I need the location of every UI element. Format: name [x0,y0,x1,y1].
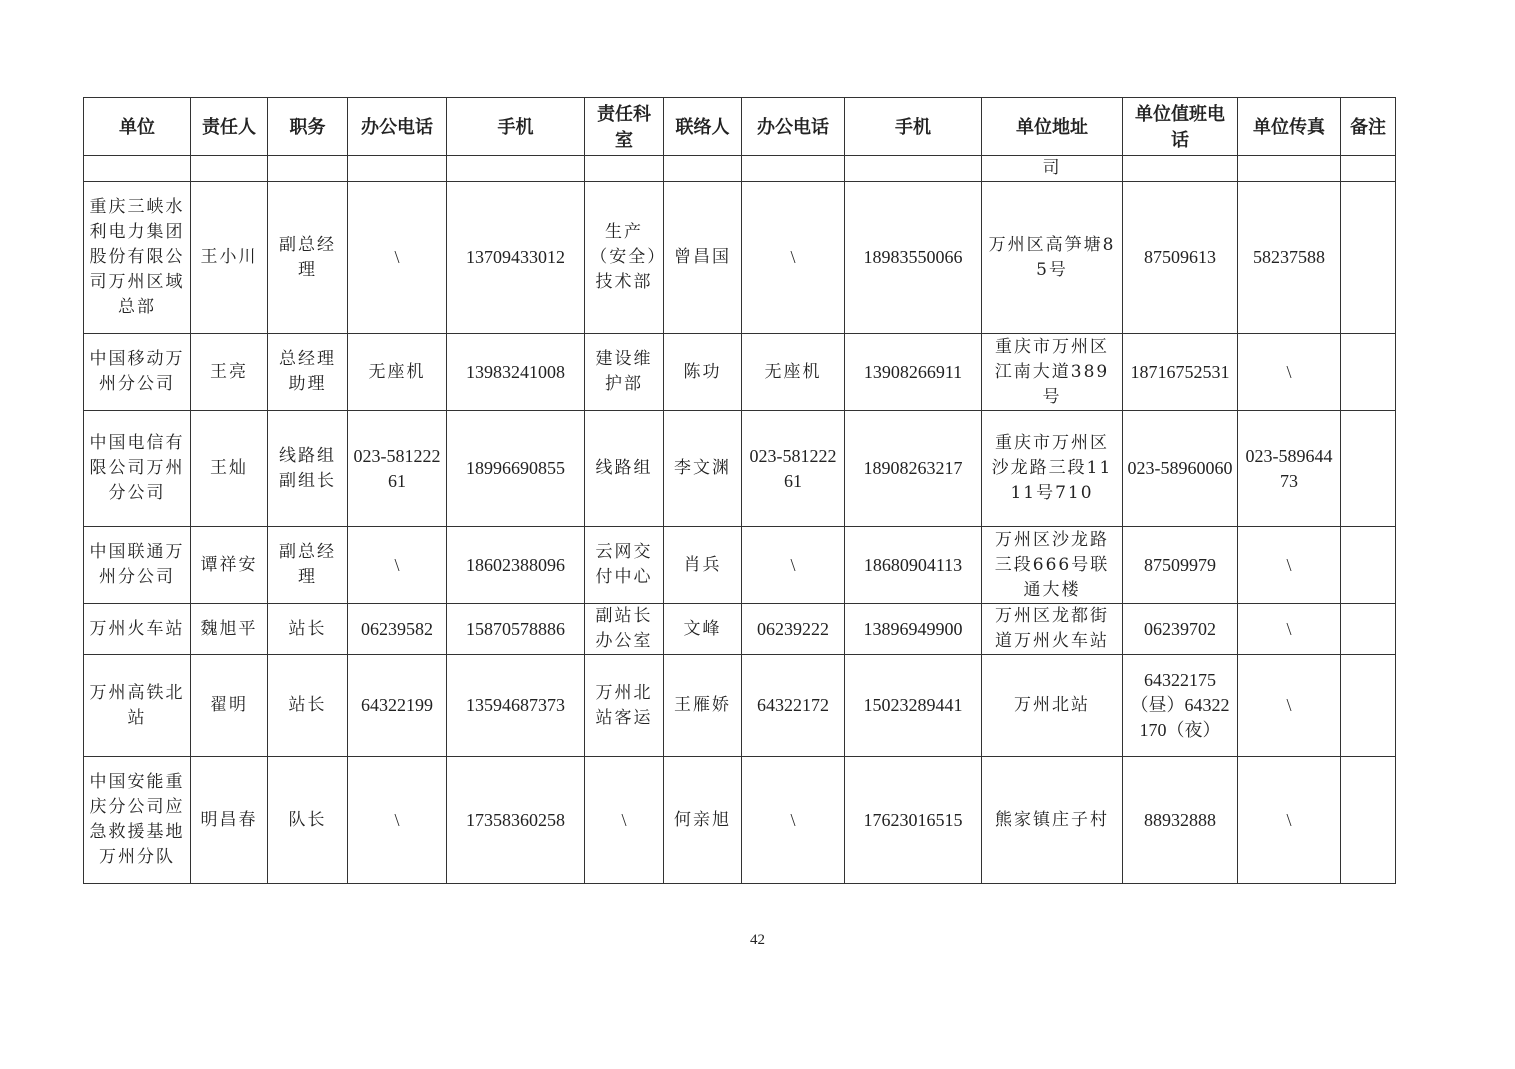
table-cell: 陈功 [664,334,742,411]
table-cell: 谭祥安 [191,527,268,604]
table-cell: 万州北站客运 [585,655,664,757]
table-cell [664,156,742,182]
table-cell: \ [742,182,845,334]
table-cell: 重庆市万州区沙龙路三段1111号710 [982,411,1123,527]
table-cell: 中国电信有限公司万州分公司 [84,411,191,527]
header-cell: 单位地址 [982,98,1123,156]
table-cell: 中国联通万州分公司 [84,527,191,604]
table-cell: 无座机 [742,334,845,411]
table-cell: 13594687373 [447,655,585,757]
table-row [84,411,1396,527]
table-cell: 18908263217 [845,411,982,527]
table-cell: 重庆三峡水利电力集团股份有限公司万州区域总部 [84,182,191,334]
table-cell: 王亮 [191,334,268,411]
table-cell [1341,757,1396,884]
table-cell: 13709433012 [447,182,585,334]
table-cell: \ [742,757,845,884]
header-row [84,98,1396,156]
table-cell: 王雁娇 [664,655,742,757]
table-cell: 023-58964473 [1238,411,1341,527]
table-cell: \ [1238,757,1341,884]
table-cell [1341,604,1396,655]
table-cell: \ [348,182,447,334]
table-cell: 线路组副组长 [268,411,348,527]
header-cell: 单位值班电话 [1123,98,1238,156]
table-cell [1238,156,1341,182]
table-cell: 023-58960060 [1123,411,1238,527]
table-cell [1341,527,1396,604]
table-cell [348,156,447,182]
table-cell: 司 [982,156,1123,182]
table-cell: 87509613 [1123,182,1238,334]
table-row [84,655,1396,757]
table-cell: 18983550066 [845,182,982,334]
table-cell: \ [1238,655,1341,757]
table-cell [1123,156,1238,182]
table-cell: 重庆市万州区江南大道389号 [982,334,1123,411]
table-cell: 13896949900 [845,604,982,655]
table-cell: 58237588 [1238,182,1341,334]
table-cell: \ [742,527,845,604]
table-cell: 18680904113 [845,527,982,604]
header-cell: 手机 [845,98,982,156]
table-row [84,604,1396,655]
header-cell: 单位 [84,98,191,156]
table-cell: 中国安能重庆分公司应急救援基地万州分队 [84,757,191,884]
table-cell: 建设维护部 [585,334,664,411]
table-cell: 总经理助理 [268,334,348,411]
table-cell: 023-58122261 [742,411,845,527]
table-cell: 64322172 [742,655,845,757]
table-row [84,334,1396,411]
table-cell [1341,655,1396,757]
contact-table [83,97,1396,884]
table-cell: 06239702 [1123,604,1238,655]
table-cell: 副总经理 [268,182,348,334]
table-cell: 副站长办公室 [585,604,664,655]
header-cell: 职务 [268,98,348,156]
table-cell: 曾昌国 [664,182,742,334]
table-cell [447,156,585,182]
header-cell: 办公电话 [742,98,845,156]
table-cell: 88932888 [1123,757,1238,884]
table-cell: 18716752531 [1123,334,1238,411]
table-cell: 18996690855 [447,411,585,527]
table-cell: 翟明 [191,655,268,757]
table-cell: 熊家镇庄子村 [982,757,1123,884]
table-cell: 王灿 [191,411,268,527]
table-cell: 15023289441 [845,655,982,757]
header-cell: 备注 [1341,98,1396,156]
table-row [84,527,1396,604]
table-cell: 中国移动万州分公司 [84,334,191,411]
header-cell: 办公电话 [348,98,447,156]
header-cell: 单位传真 [1238,98,1341,156]
table-cell: 何亲旭 [664,757,742,884]
table-cell: 万州北站 [982,655,1123,757]
table-cell: 魏旭平 [191,604,268,655]
table-cell [1341,334,1396,411]
table-cell: 87509979 [1123,527,1238,604]
table-cell: 17623016515 [845,757,982,884]
table-cell [84,156,191,182]
table-cell: 13908266911 [845,334,982,411]
table-cell: 64322199 [348,655,447,757]
header-cell: 联络人 [664,98,742,156]
header-cell: 责任人 [191,98,268,156]
table-cell: 17358360258 [447,757,585,884]
table-cell: \ [1238,527,1341,604]
header-cell: 手机 [447,98,585,156]
table-cell: \ [585,757,664,884]
table-cell: 云网交付中心 [585,527,664,604]
table-cell: 明昌春 [191,757,268,884]
table-cell: \ [1238,334,1341,411]
table-cell: 15870578886 [447,604,585,655]
table-cell [845,156,982,182]
table-cell [1341,182,1396,334]
table-cell: 站长 [268,655,348,757]
table-cell: 生产（安全）技术部 [585,182,664,334]
table-cell: 站长 [268,604,348,655]
table-cell: 万州高铁北站 [84,655,191,757]
table-cell: 文峰 [664,604,742,655]
table-cell: 023-58122261 [348,411,447,527]
table-cell [1341,156,1396,182]
table-cell: 万州区龙都街道万州火车站 [982,604,1123,655]
table-cell [191,156,268,182]
table-cell: 13983241008 [447,334,585,411]
table-cell: 万州火车站 [84,604,191,655]
table-cell: 18602388096 [447,527,585,604]
table-cell [742,156,845,182]
table-row [84,182,1396,334]
table-cell: 06239582 [348,604,447,655]
table-cell: \ [348,527,447,604]
table-cell: 王小川 [191,182,268,334]
table-cell [585,156,664,182]
table-cell: 无座机 [348,334,447,411]
page-number: 42 [750,932,765,948]
table-cell [1341,411,1396,527]
table-cell: 副总经理 [268,527,348,604]
table-cell: 万州区沙龙路三段666号联通大楼 [982,527,1123,604]
table-cell: \ [348,757,447,884]
header-cell: 责任科室 [585,98,664,156]
table-cell: \ [1238,604,1341,655]
table-cell: 队长 [268,757,348,884]
table-cell [268,156,348,182]
continuation-row [84,156,1396,182]
table-cell: 线路组 [585,411,664,527]
table-row [84,757,1396,884]
table-cell: 06239222 [742,604,845,655]
table-cell: 64322175（昼）64322170（夜） [1123,655,1238,757]
table-cell: 肖兵 [664,527,742,604]
table-cell: 万州区高笋塘85号 [982,182,1123,334]
table-cell: 李文渊 [664,411,742,527]
